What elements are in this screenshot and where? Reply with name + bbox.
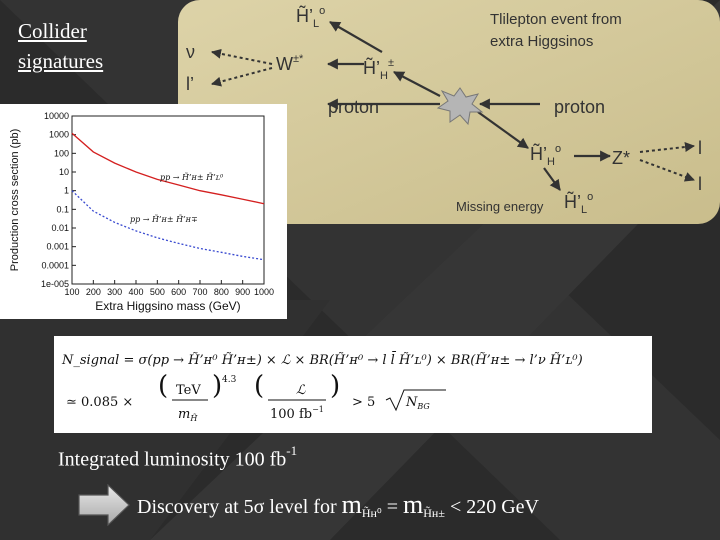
y-tick-label: 1 <box>63 185 69 196</box>
x-tick-label: 700 <box>192 287 208 297</box>
diagram-heading-1: Tlilepton event from <box>490 11 622 28</box>
x-tick-label: 900 <box>235 287 251 297</box>
right-arrow-icon <box>78 484 130 526</box>
proton-right-label: proton <box>554 97 606 117</box>
x-tick-label: 800 <box>213 287 229 297</box>
l-label: l <box>698 174 702 194</box>
x-tick-label: 1000 <box>253 287 275 297</box>
y-tick-label: 0.0001 <box>41 260 69 271</box>
formula-fb: 100 $fb^{-1}$ <box>270 405 324 422</box>
luminosity-label: Integrated luminosity 100 fb <box>58 448 287 471</box>
formula-exponent: 4.3 <box>222 375 237 385</box>
formula-gt: > 5 <box>352 395 376 410</box>
z-boson-label: Z* <box>612 148 630 168</box>
plot-ylabel: Production cross section (pb) <box>9 128 21 272</box>
plot-label-red: pp → H̃’ʜ± H̃’ʟ⁰ <box>160 173 224 182</box>
hl0-bottom-label: $H̃’_L^o$ <box>564 191 594 216</box>
equals-sign: = <box>381 496 404 518</box>
formula-sqrt-arg: $N_{BG}$ <box>406 395 430 411</box>
x-tick-label: 600 <box>171 287 187 297</box>
title-line-1: Collider <box>18 19 87 43</box>
paren-left-2: ( <box>254 371 265 401</box>
y-tick-label: 0.01 <box>51 223 69 233</box>
discovery-prefix: Discovery at 5 <box>137 496 254 518</box>
slide-title <box>18 16 103 76</box>
formula-mh: $m_{H̃}$ <box>178 407 198 423</box>
signal-formula <box>54 336 652 433</box>
lbar-label: l <box>698 138 702 158</box>
mass-symbol-1: m <box>341 490 362 519</box>
mass-sub-charged: H̃ʜ± <box>423 506 445 520</box>
formula-approx: ≃ 0.085 × <box>66 395 134 410</box>
paren-right-1: ) <box>212 371 223 401</box>
missing-energy-label: Missing energy <box>456 199 544 214</box>
neutrino-label: ν <box>186 42 195 62</box>
sigma-symbol: σ <box>253 496 265 518</box>
formula-L: ℒ <box>296 383 306 398</box>
plot-svg <box>0 104 287 319</box>
diagram-heading-2: extra Higgsinos <box>490 33 594 50</box>
plot-y-ticks <box>41 111 76 289</box>
mass-symbol-2: m <box>403 490 424 519</box>
y-tick-label: 0.1 <box>56 204 69 215</box>
hh0-label: $H̃’_H^o$ <box>530 143 562 168</box>
y-tick-label: 10 <box>58 167 69 177</box>
cross-section-plot <box>0 104 287 319</box>
proton-left-label: proton <box>328 97 380 117</box>
formula-line-1: N_signal = σ(pp → H̃’ʜ⁰ H̃’ʜ±) × ℒ × BR(H̃’ʜ⁰ → l l̄ H̃’ʟ⁰) × BR(H̃’ʜ± → l’ν H̃’ʟ⁰) <box>62 353 583 368</box>
mass-sub-neutral: H̃ʜ⁰ <box>361 506 382 520</box>
discovery-suffix: < 220 GeV <box>444 496 539 518</box>
paren-left-1: ( <box>158 371 169 401</box>
x-tick-label: 100 <box>64 287 80 297</box>
hl0-top-label: $H̃’_L^o$ <box>296 5 326 30</box>
w-boson-label: W±* <box>276 53 304 74</box>
x-tick-label: 500 <box>149 287 165 297</box>
luminosity-text <box>58 443 298 472</box>
y-tick-label: 1000 <box>48 129 69 140</box>
formula-tev: TeV <box>176 383 201 398</box>
x-tick-label: 200 <box>85 287 101 297</box>
y-tick-label: 1e-005 <box>40 279 69 289</box>
discovery-mid: level for <box>264 496 342 518</box>
y-tick-label: 10000 <box>43 111 69 121</box>
luminosity-exponent: -1 <box>286 443 298 458</box>
title-line-2: signatures <box>18 49 104 73</box>
paren-right-2: ) <box>330 371 341 401</box>
hh-charged-label: $H̃’_H^\pm$ <box>363 57 394 82</box>
plot-xlabel: Extra Higgsino mass (GeV) <box>95 299 241 313</box>
x-tick-label: 400 <box>128 287 144 297</box>
plot-label-blue: pp → H̃’ʜ± H̃’ʜ∓ <box>130 215 198 224</box>
discovery-text <box>137 490 539 520</box>
y-tick-label: 100 <box>53 148 69 159</box>
y-tick-label: 0.001 <box>46 241 69 252</box>
x-tick-label: 300 <box>107 287 123 297</box>
lprime-label: l’ <box>186 74 194 94</box>
plot-frame <box>72 116 264 284</box>
